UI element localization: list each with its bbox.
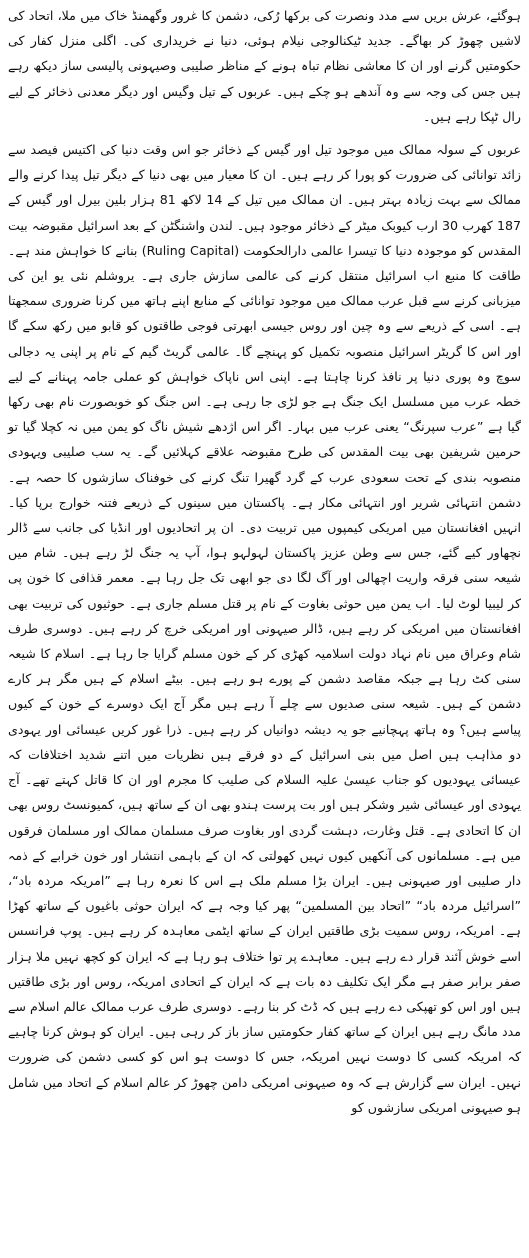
article-paragraph-main: عربوں کے سولہ ممالک میں موجود تیل اور گیس کے ذخائر جو اس وقت دنیا کی اکتیس فیصد سے زائد توانائی کی ضرورت کو پورا کر رہے ہیں۔ ان کا معیار میں بھی دنیا کے دیگر تیل پیدا کرنے والے ممالک سے بہت زیادہ بہتر ہیں۔ ان ممالک میں تیل کے 14 لاکھ 81 ہزار بلین بیرل اور گیس کے 187 کھرب 30 ارب کیوبک میٹر کے ذخائر موجود ہیں۔ لندن واشنگٹن کے بعد اسرائیل مقبوضہ بیت المقدس کو موجودہ دنیا کا تیسرا عالمی دارالحکومت (Ruling Capital) بنانے کا خواہش مند ہے۔ طاقت کا منبع اب اسرائیل منتقل کرنے کی عالمی سازش جاری ہے۔ یروشلم نئی یو این کی میزبانی کرنے سے قبل عرب ممالک میں موجود توانائی کے منابع اپنے ہاتھ میں کرنا ضروری سمجھتا ہے۔ اسی کے ذریعے سے وہ چین اور روس جیسی ابھرتی فوجی طاقتوں کو قابو میں رکھ سکے گا اور اس کا گریٹر اسرائیل منصوبہ تکمیل کو پہنچے گا۔ عالمی گریٹ گیم کے نام پر اپنی یہ دجالی سوچ وہ پوری دنیا پر نافذ کرنا چاہتا ہے۔ اپنی اس ناپاک خواہش کو عملی جامہ پہنانے کے لیے خطہ عرب میں مسلسل ایک جنگ ہے جو لڑی جا رہی ہے۔ اس جنگ کو خوبصورت نام بھی رکھا گیا ہے ”عرب سپرنگ“ یعنی عرب میں بہار۔ اگر اس اژدھے شیش ناگ کو یمن میں نہ کچلا گیا تو حرمین شریفین بھی بیت المقدس کی طرح مقبوضہ علاقے کہلائیں گے۔ یہ سب صلیبی ویہودی منصوبہ بندی کے تحت سعودی عرب کے گرد گھیرا تنگ کرنے کی خوفناک سازشوں کا حصہ ہے۔ دشمن انتہائی شریر اور انتہائی مکار ہے۔ پاکستان میں سینوں کے ذریعے فتنہ خوارج برپا کیا۔ انہیں افغانستان میں امریکی کیمپوں میں تربیت دی۔ ان پر اتحادیوں اور انڈیا کی جانب سے ڈالر نچھاور کیے گئے، جس سے وطن عزیز پاکستان لہولہو ہوا، آپ یہ جنگ لڑ رہے ہیں۔ شام میں شیعہ سنی فرقہ واریت اچھالی اور آگ لگا دی جو ابھی تک جل رہا ہے۔ معمر قذافی کا خون پی کر لیبیا لوٹ لیا۔ اب یمن میں حوثی بغاوت کے نام پر قتل مسلم جاری ہے۔ حوثیوں کی تربیت بھی افغانستان میں امریکی کر رہے ہیں، ڈالر صیہونی اور امریکی خرچ کر رہے ہیں۔ دوسری طرف شام وعراق میں نام نہاد دولت اسلامیہ کھڑی کر کے خون مسلم گرایا جا رہا ہے۔ اسلام کا شیعہ سنی کٹ رہا ہے جبکہ مقاصد دشمن کے پورے ہو رہے ہیں۔ بیٹے اسلام کے ہیں مگر ہر کارے دشمن کے ہیں۔ شیعہ سنی صدیوں سے چلے آ رہے ہیں مگر آج ایک دوسرے کے خون کے کیوں پیاسے ہیں؟ وہ ہاتھ پہچانیے جو یہ دیشہ دوانیاں کر رہے ہیں۔ ذرا غور کریں عیسائی اور یہودی دو مذاہب ہیں اصل میں بنی اسرائیل کے دو فرقے ہیں نظریات میں اتنے شدید اختلافات کہ عیسائی یہودیوں کو جناب عیسیٰ علیہ السلام کی صلیب کا مجرم اور ان کا قاتل کہتے تھے۔ آج یہودی اور عیسائی شیر وشکر ہیں اور بت پرست ہندو بھی ان کے ساتھ ہیں، کمیونسٹ روس بھی ان کا اتحادی ہے۔ قتل وغارت، دہشت گردی اور بغاوت صرف مسلمان ممالک اور مسلمان فرقوں میں ہے۔ مسلمانوں کی آنکھیں کیوں نہیں کھولتی کہ ان کے باہمی انتشار اور خون خرابے کے ذمہ دار صلیبی اور صیہونی ہیں۔ ایران بڑا مسلم ملک ہے اس کا نعرہ رہا ہے ”امریکہ مردہ باد“، ”اسرائیل مردہ باد“ ”اتحاد بین المسلمین“ پھر کیا وجہ ہے کہ ایران حوثی باغیوں کے ساتھ کھڑا ہے۔ امریکہ، روس سمیت بڑی طاقتیں ایران کے ساتھ ایٹمی معاہدہ کر رہے ہیں۔ پوپ فرانسس اسے خوش آئند قرار دے رہے ہیں۔ معاہدے پر توا ختلاف ہو رہا ہے کہ ایران کو کچھ نہیں ملا ہزار صفر برابر صفر ہے مگر ایک تکلیف دہ بات ہے کہ ایران کے اتحادی امریکہ، روس اور بڑی طاقتیں ہیں اور اس کو تھپکی دے رہے ہیں کہ ڈٹ کر بنا رہے۔ دوسری طرف عرب ممالک عالم اسلام سے مدد مانگ رہے ہیں ایران کے ساتھ کفار حکومتیں ساز باز کر رہی ہیں۔ ایران کو ہوش کرنا چاہیے کہ امریکہ کسی کا دوست نہیں امریکہ، جس کا دوست ہو اس کو کسی دشمن کی ضرورت نہیں۔ ایران سے گزارش ہے کہ وہ صیہونی امریکی دامن چھوڑ کر عالم اسلام کے اتحاد میں شامل ہو صیہونی امریکی سازشوں کو <box>8 142 521 1115</box>
article-paragraph-intro: ہوگئے، عرش بریں سے مدد ونصرت کی برکھا رُکی، دشمن کا غرور وگھمنڈ خاک میں ملا، اتحاد کی لاشیں چھوڑ کر بھاگے۔ جدید ٹیکنالوجی نیلام ہوئی، دنیا نے خریداری کی۔ اگلی منزل کفار کی حکومتیں گرنے اور ان کا معاشی نظام تباہ ہونے کے مناظر صلیبی وصیہونی پالیسی ساز دیکھ رہے ہیں جس کی وجہ سے وہ آندھے ہو چکے ہیں۔ عربوں کے تیل وگیس اور دیگر معدنی ذخائر کے لیے رال ٹپکا رہے ہیں۔ <box>8 8 521 124</box>
